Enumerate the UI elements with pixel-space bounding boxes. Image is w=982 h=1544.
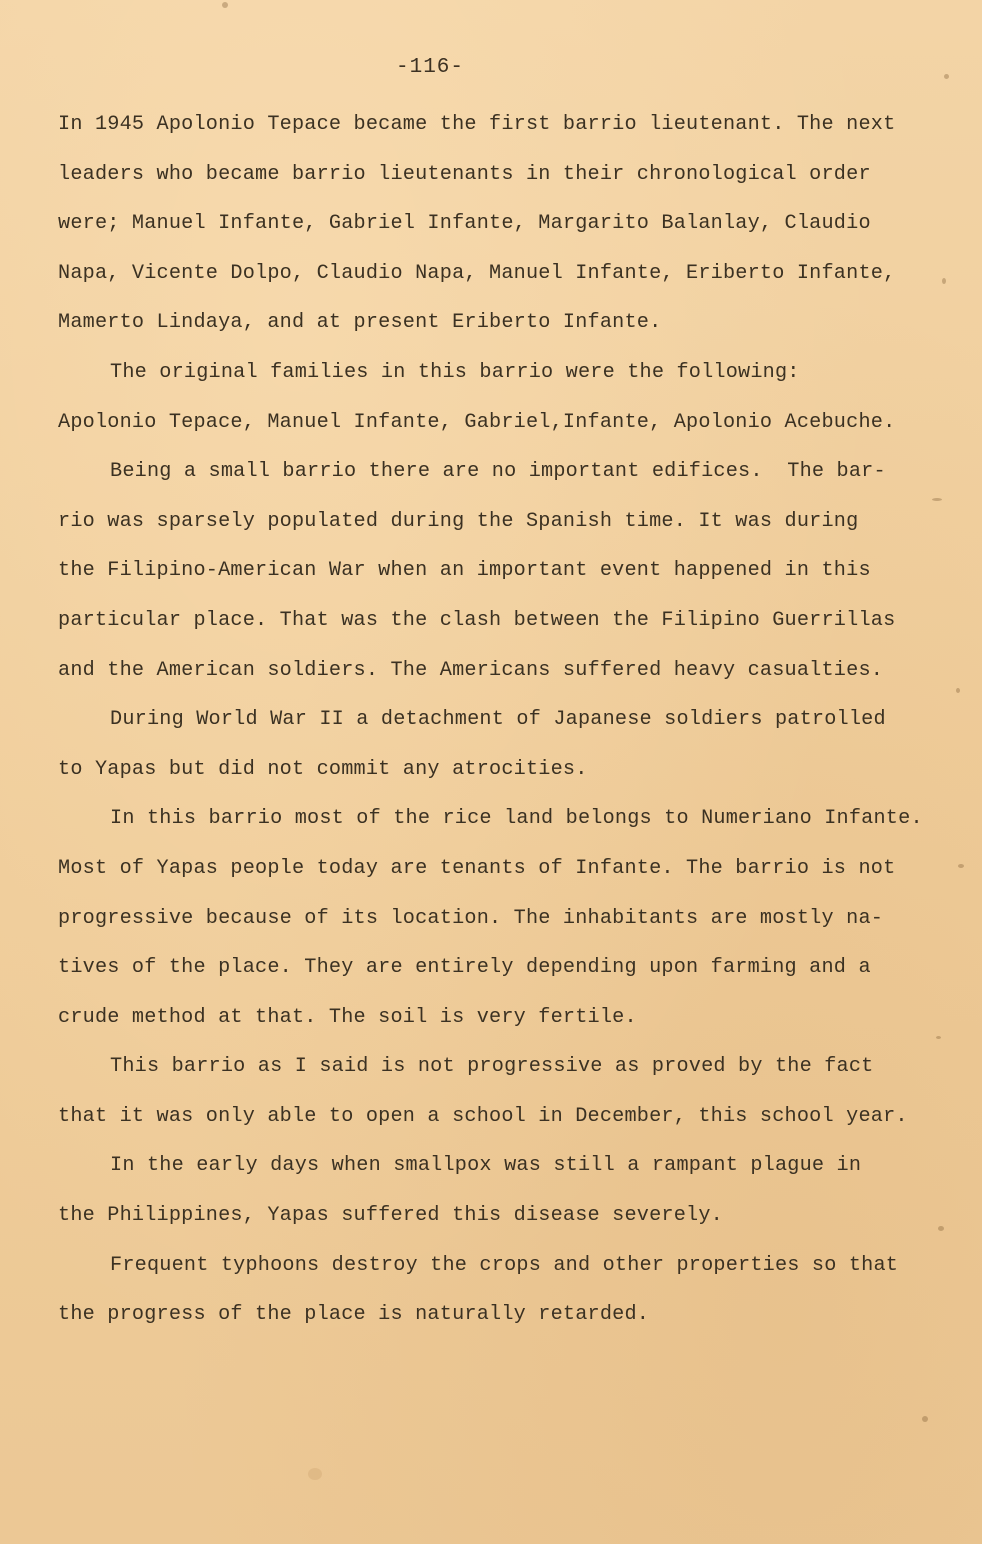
paper-speck bbox=[958, 864, 964, 868]
paper-speck bbox=[222, 2, 228, 8]
text-line: Mamerto Lindaya, and at present Eriberto Infante. bbox=[58, 311, 662, 335]
text-line: The original families in this barrio were the following: bbox=[110, 360, 800, 384]
document-body bbox=[58, 100, 928, 1340]
text-line: particular place. That was the clash between the Filipino Guerrillas bbox=[58, 608, 896, 632]
text-line: and the American soldiers. The Americans suffered heavy casualties. bbox=[58, 658, 884, 682]
text-line: leaders who became barrio lieutenants in their chronological order bbox=[58, 162, 871, 186]
paper-speck bbox=[936, 1036, 941, 1039]
page-number: -116- bbox=[396, 56, 465, 79]
text-line: the progress of the place is naturally retarded. bbox=[58, 1303, 650, 1327]
text-line: Most of Yapas people today are tenants of Infante. The barrio is not bbox=[58, 856, 896, 880]
text-line: the Filipino-American War when an important event happened in this bbox=[58, 559, 871, 583]
text-line: Frequent typhoons destroy the crops and other properties so that bbox=[110, 1253, 899, 1277]
paper-speck bbox=[942, 278, 946, 284]
text-line: This barrio as I said is not progressive as proved by the fact bbox=[110, 1055, 874, 1079]
text-line: tives of the place. They are entirely depending upon farming and a bbox=[58, 956, 871, 980]
text-line: During World War II a detachment of Japanese soldiers patrolled bbox=[110, 708, 886, 732]
text-line: Apolonio Tepace, Manuel Infante, Gabriel,Infante, Apolonio Acebuche. bbox=[58, 410, 896, 434]
text-line: Napa, Vicente Dolpo, Claudio Napa, Manuel Infante, Eriberto Infante, bbox=[58, 261, 896, 285]
text-line: were; Manuel Infante, Gabriel Infante, Margarito Balanlay, Claudio bbox=[58, 212, 871, 236]
text-line: rio was sparsely populated during the Spanish time. It was during bbox=[58, 509, 859, 533]
text-line: the Philippines, Yapas suffered this disease severely. bbox=[58, 1204, 723, 1228]
paper-speck bbox=[922, 1416, 928, 1422]
paper-speck bbox=[944, 74, 949, 79]
text-line: progressive because of its location. The inhabitants are mostly na- bbox=[58, 906, 884, 930]
text-line: In this barrio most of the rice land belongs to Numeriano Infante. bbox=[110, 807, 923, 831]
text-line: In 1945 Apolonio Tepace became the first barrio lieutenant. The next bbox=[58, 113, 896, 136]
paper-speck bbox=[932, 498, 942, 501]
text-line: that it was only able to open a school in December, this school year. bbox=[58, 1104, 908, 1128]
paper-speck bbox=[308, 1468, 322, 1480]
text-line: In the early days when smallpox was still a rampant plague in bbox=[110, 1154, 862, 1178]
text-line: Being a small barrio there are no important edifices. The bar- bbox=[110, 460, 886, 484]
paper-speck bbox=[938, 1226, 944, 1231]
text-line: to Yapas but did not commit any atrocities. bbox=[58, 757, 588, 781]
paper-speck bbox=[956, 688, 960, 693]
text-line: crude method at that. The soil is very fertile. bbox=[58, 1005, 637, 1029]
